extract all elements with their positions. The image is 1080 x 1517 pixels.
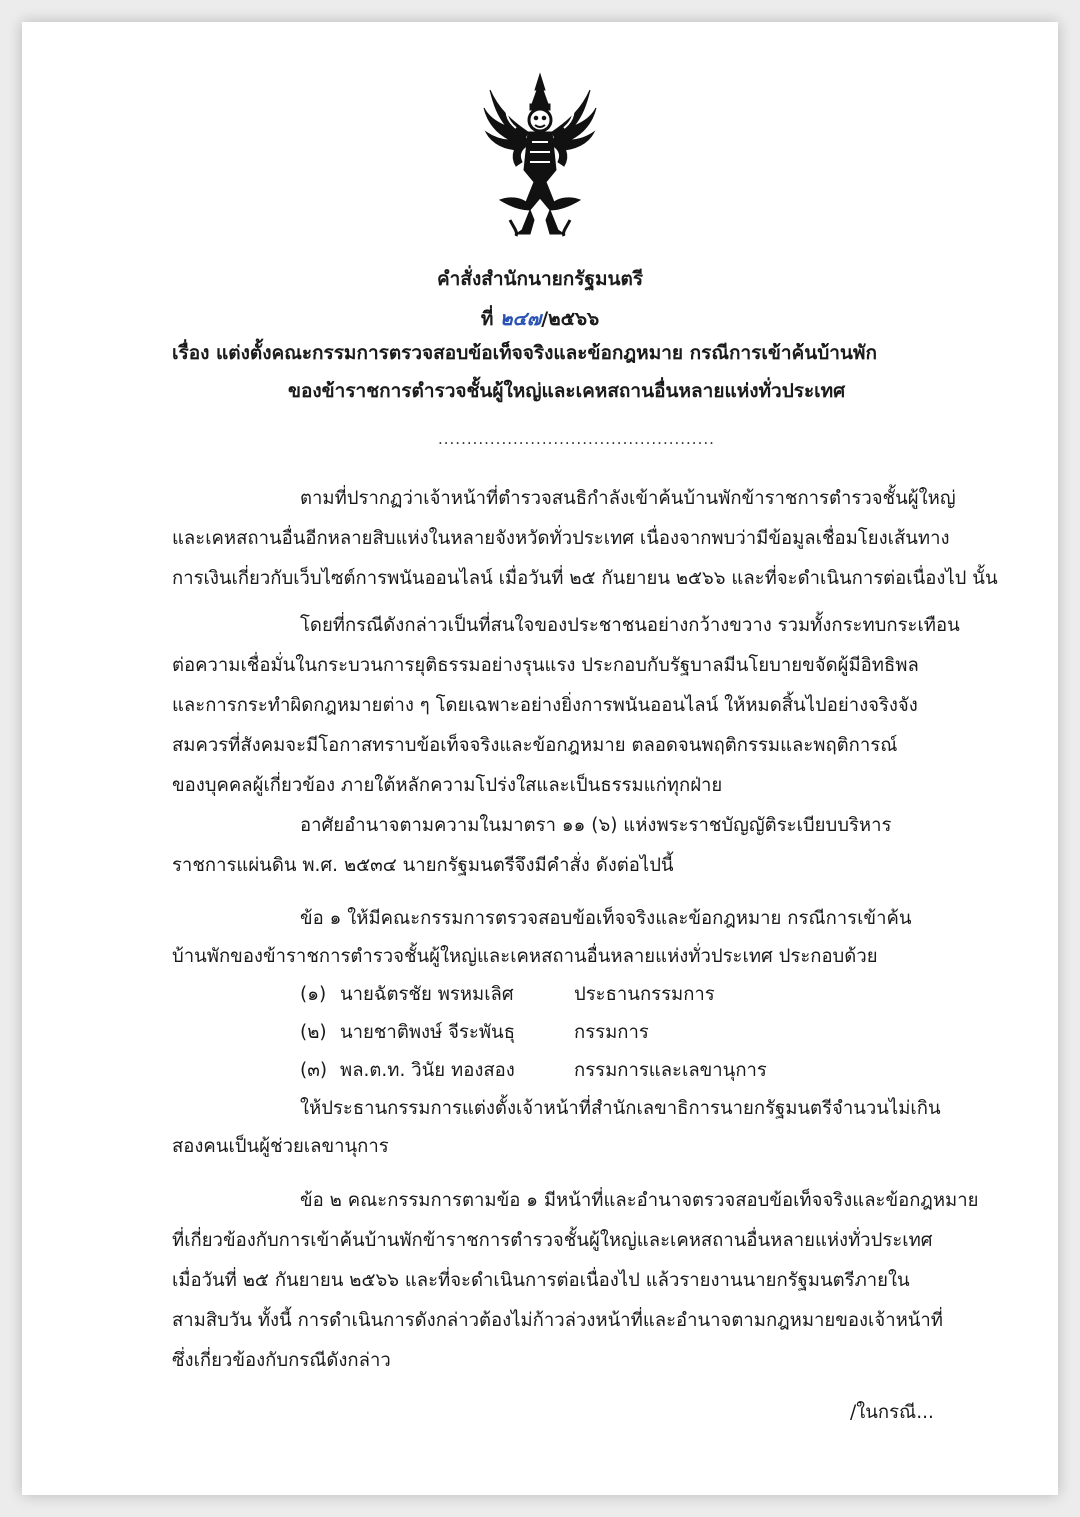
body-line: ราชการแผ่นดิน พ.ศ. ๒๕๓๔ นายกรัฐมนตรีจึงมีคำสั่ง ดังต่อไปนี้ bbox=[172, 855, 674, 876]
body-line: โดยที่กรณีดังกล่าวเป็นที่สนใจของประชาชนอย่างกว้างขวาง รวมทั้งกระทบกระเทือน bbox=[300, 615, 960, 636]
order-number-suffix: /๒๕๖๖ bbox=[541, 308, 600, 330]
continuation-marker: /ในกรณี... bbox=[850, 1402, 934, 1423]
body-line: สองคนเป็นผู้ช่วยเลขานุการ bbox=[172, 1136, 389, 1157]
member-name: นายชาติพงษ์ จีระพันธุ bbox=[340, 1022, 515, 1043]
body-line: สมควรที่สังคมจะมีโอกาสทราบข้อเท็จจริงและข้อกฎหมาย ตลอดจนพฤติกรรมและพฤติการณ์ bbox=[172, 735, 898, 756]
body-line: ตามที่ปรากฏว่าเจ้าหน้าที่ตำรวจสนธิกำลังเข้าค้นบ้านพักข้าราชการตำรวจชั้นผู้ใหญ่ bbox=[300, 488, 956, 509]
body-line: สามสิบวัน ทั้งนี้ การดำเนินการดังกล่าวต้องไม่ก้าวล่วงหน้าที่และอำนาจตามกฎหมายของเจ้าหน้าที่ bbox=[172, 1310, 944, 1331]
body-line: เมื่อวันที่ ๒๕ กันยายน ๒๕๖๖ และที่จะดำเนินการต่อเนื่องไป แล้วรายงานนายกรัฐมนตรีภายใน bbox=[172, 1270, 910, 1291]
body-line: ต่อความเชื่อมั่นในกระบวนการยุติธรรมอย่างรุนแรง ประกอบกับรัฐบาลมีนโยบายขจัดผู้มีอิทธิพล bbox=[172, 655, 919, 676]
member-name: พล.ต.ท. วินัย ทองสอง bbox=[340, 1060, 515, 1081]
member-number: (๒) bbox=[300, 1022, 327, 1043]
body-line: ข้อ ๑ ให้มีคณะกรรมการตรวจสอบข้อเท็จจริงและข้อกฎหมาย กรณีการเข้าค้น bbox=[300, 908, 912, 929]
member-number: (๓) bbox=[300, 1060, 328, 1081]
subject-line-1: เรื่อง แต่งตั้งคณะกรรมการตรวจสอบข้อเท็จจริงและข้อกฎหมาย กรณีการเข้าค้นบ้านพัก bbox=[172, 342, 877, 364]
member-name: นายฉัตรชัย พรหมเลิศ bbox=[340, 984, 514, 1005]
order-number-prefix: ที่ bbox=[480, 308, 500, 330]
handwritten-number: ๒๔๗ bbox=[499, 308, 542, 330]
order-number bbox=[22, 304, 1058, 334]
body-line: ของบุคคลผู้เกี่ยวข้อง ภายใต้หลักความโปร่งใสและเป็นธรรมแก่ทุกฝ่าย bbox=[172, 775, 723, 796]
document-page bbox=[22, 22, 1058, 1495]
order-title: คำสั่งสำนักนายกรัฐมนตรี bbox=[436, 268, 644, 290]
member-number: (๑) bbox=[300, 984, 327, 1005]
body-line: ที่เกี่ยวข้องกับการเข้าค้นบ้านพักข้าราชการตำรวจชั้นผู้ใหญ่และเคหสถานอื่นหลายแห่งทั่วประเทศ bbox=[172, 1230, 933, 1251]
member-role: ประธานกรรมการ bbox=[574, 984, 715, 1005]
body-line: บ้านพักของข้าราชการตำรวจชั้นผู้ใหญ่และเคหสถานอื่นหลายแห่งทั่วประเทศ ประกอบด้วย bbox=[172, 946, 878, 967]
body-line: ซึ่งเกี่ยวข้องกับกรณีดังกล่าว bbox=[172, 1350, 391, 1371]
body-line: และการกระทำผิดกฎหมายต่าง ๆ โดยเฉพาะอย่างยิ่งการพนันออนไลน์ ให้หมดสิ้นไปอย่างจริงจัง bbox=[172, 695, 918, 716]
garuda-emblem-icon bbox=[480, 70, 600, 240]
body-line: ข้อ ๒ คณะกรรมการตามข้อ ๑ มีหน้าที่และอำนาจตรวจสอบข้อเท็จจริงและข้อกฎหมาย bbox=[300, 1190, 979, 1211]
body-line: อาศัยอำนาจตามความในมาตรา ๑๑ (๖) แห่งพระราชบัญญัติระเบียบบริหาร bbox=[300, 815, 892, 836]
title-separator: ................................................ bbox=[438, 430, 715, 448]
body-line: การเงินเกี่ยวกับเว็บไซต์การพนันออนไลน์ เมื่อวันที่ ๒๕ กันยายน ๒๕๖๖ และที่จะดำเนินการต่อเนื่องไป นั้น bbox=[172, 568, 998, 589]
member-role: กรรมการและเลขานุการ bbox=[574, 1060, 767, 1081]
body-line: ให้ประธานกรรมการแต่งตั้งเจ้าหน้าที่สำนักเลขาธิการนายกรัฐมนตรีจำนวนไม่เกิน bbox=[300, 1098, 941, 1119]
body-line: และเคหสถานอื่นอีกหลายสิบแห่งในหลายจังหวัดทั่วประเทศ เนื่องจากพบว่ามีข้อมูลเชื่อมโยงเส้นทาง bbox=[172, 528, 950, 549]
member-role: กรรมการ bbox=[574, 1022, 649, 1043]
subject-line-2: ของข้าราชการตำรวจชั้นผู้ใหญ่และเคหสถานอื่นหลายแห่งทั่วประเทศ bbox=[288, 380, 846, 402]
